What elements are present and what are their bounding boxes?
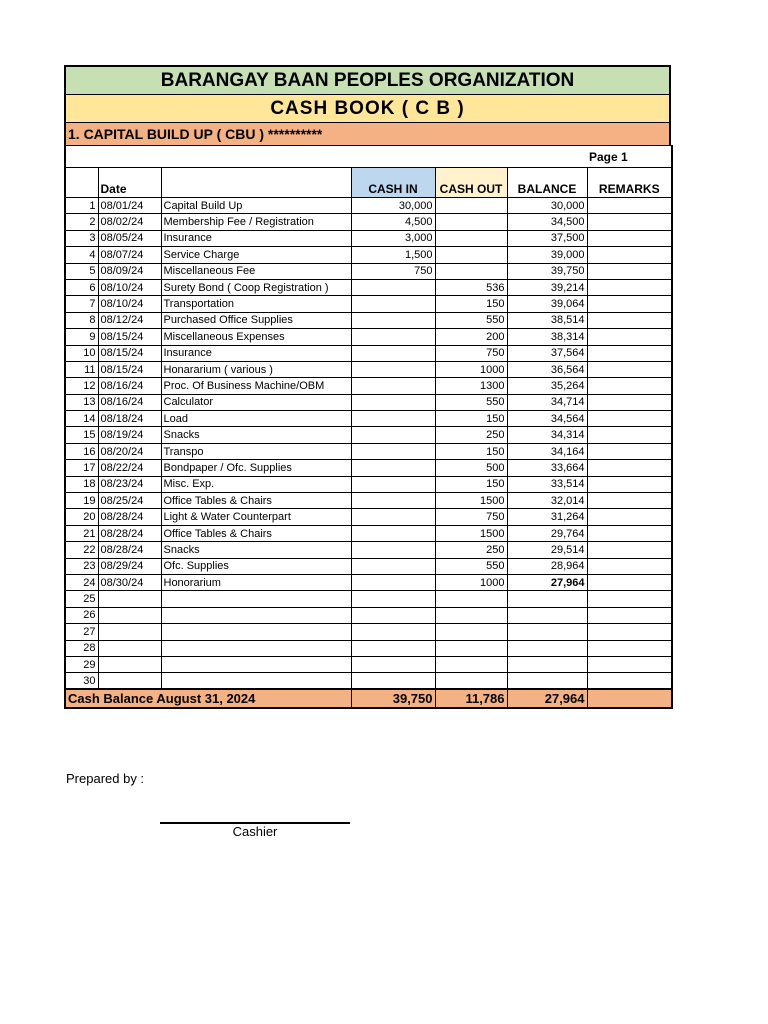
cash-balance-row [65,689,672,708]
row-cash-out [435,591,507,607]
row-remarks [587,247,672,263]
row-remarks [587,214,672,230]
table-row [65,198,672,214]
row-date: 08/16/24 [98,394,161,410]
row-cash-in [351,296,435,312]
row-date: 08/28/24 [98,542,161,558]
row-date: 08/19/24 [98,427,161,443]
row-remarks [587,378,672,394]
row-particulars: Honorarium [161,574,351,590]
row-cash-out [435,673,507,689]
row-cash-out [435,247,507,263]
row-cash-out [435,607,507,623]
row-cash-in [351,460,435,476]
row-remarks [587,525,672,541]
cash-balance-label: Cash Balance August 31, 2024 [65,689,351,708]
page-number: Page 1 [587,146,672,168]
row-cash-in [351,542,435,558]
row-date: 08/05/24 [98,230,161,246]
table-row [65,312,672,328]
column-header-row [65,168,672,198]
table-row [65,591,672,607]
row-balance: 33,664 [507,460,587,476]
row-number: 15 [65,427,98,443]
row-cash-out [435,640,507,656]
table-row [65,476,672,492]
row-remarks [587,591,672,607]
table-row [65,525,672,541]
table-row [65,558,672,574]
table-row [65,378,672,394]
row-number: 19 [65,493,98,509]
row-particulars: Honararium ( various ) [161,361,351,377]
row-date [98,624,161,640]
row-cash-in [351,312,435,328]
row-number: 18 [65,476,98,492]
row-date [98,640,161,656]
row-particulars: Light & Water Counterpart [161,509,351,525]
row-particulars: Office Tables & Chairs [161,493,351,509]
table-row [65,673,672,689]
row-cash-out [435,198,507,214]
row-balance [507,607,587,623]
row-balance: 33,514 [507,476,587,492]
table-row [65,607,672,623]
row-number: 27 [65,624,98,640]
row-cash-out: 536 [435,279,507,295]
table-row [65,624,672,640]
row-number: 1 [65,198,98,214]
row-cash-out: 250 [435,542,507,558]
row-cash-in [351,279,435,295]
row-date: 08/29/24 [98,558,161,574]
row-date: 08/28/24 [98,525,161,541]
row-number: 21 [65,525,98,541]
row-particulars: Snacks [161,542,351,558]
row-cash-out [435,214,507,230]
row-balance: 39,750 [507,263,587,279]
row-remarks [587,624,672,640]
row-cash-out [435,656,507,672]
row-cash-in [351,394,435,410]
row-particulars: Purchased Office Supplies [161,312,351,328]
row-number: 5 [65,263,98,279]
row-balance: 35,264 [507,378,587,394]
row-cash-out: 750 [435,345,507,361]
row-balance [507,673,587,689]
ledger-table [64,145,673,709]
row-number: 23 [65,558,98,574]
row-remarks [587,656,672,672]
row-particulars: Transportation [161,296,351,312]
cashier-label: Cashier [232,824,278,839]
row-balance: 29,764 [507,525,587,541]
row-number: 2 [65,214,98,230]
row-number: 20 [65,509,98,525]
row-date: 08/15/24 [98,329,161,345]
row-remarks [587,263,672,279]
row-remarks [587,345,672,361]
col-balance-header: BALANCE [507,168,587,198]
row-particulars: Miscellaneous Expenses [161,329,351,345]
table-row [65,493,672,509]
organization-title: BARANGAY BAAN PEOPLES ORGANIZATION [64,65,671,94]
row-particulars: Snacks [161,427,351,443]
row-particulars [161,591,351,607]
row-cash-in: 3,000 [351,230,435,246]
book-title: CASH BOOK ( C B ) [64,94,671,122]
row-number: 7 [65,296,98,312]
row-particulars: Surety Bond ( Coop Registration ) [161,279,351,295]
row-balance: 32,014 [507,493,587,509]
row-cash-out: 1000 [435,361,507,377]
row-number: 28 [65,640,98,656]
row-particulars: Proc. Of Business Machine/OBM [161,378,351,394]
row-cash-in [351,493,435,509]
row-date: 08/01/24 [98,198,161,214]
col-date-header: Date [98,168,161,198]
row-balance: 36,564 [507,361,587,377]
row-remarks [587,542,672,558]
table-row [65,361,672,377]
row-cash-out: 1500 [435,493,507,509]
table-row [65,230,672,246]
row-date: 08/18/24 [98,411,161,427]
row-particulars [161,640,351,656]
row-number: 29 [65,656,98,672]
row-cash-out: 1500 [435,525,507,541]
row-number: 3 [65,230,98,246]
row-cash-in [351,378,435,394]
row-cash-in: 4,500 [351,214,435,230]
row-cash-out: 550 [435,394,507,410]
row-cash-in [351,673,435,689]
row-number: 13 [65,394,98,410]
row-particulars [161,607,351,623]
row-particulars: Membership Fee / Registration [161,214,351,230]
row-balance [507,591,587,607]
table-row [65,460,672,476]
col-remarks-header: REMARKS [587,168,672,198]
row-cash-in [351,476,435,492]
row-particulars [161,624,351,640]
row-cash-in [351,574,435,590]
row-remarks [587,427,672,443]
row-cash-out: 750 [435,509,507,525]
row-cash-out [435,263,507,279]
row-cash-in [351,558,435,574]
row-number: 8 [65,312,98,328]
table-row [65,279,672,295]
row-cash-in: 30,000 [351,198,435,214]
row-cash-out [435,230,507,246]
row-remarks [587,493,672,509]
table-row [65,247,672,263]
row-particulars: Office Tables & Chairs [161,525,351,541]
row-number: 16 [65,443,98,459]
row-remarks [587,607,672,623]
row-remarks [587,296,672,312]
row-date: 08/10/24 [98,279,161,295]
row-cash-in: 750 [351,263,435,279]
row-balance: 34,500 [507,214,587,230]
row-number: 10 [65,345,98,361]
table-row [65,394,672,410]
row-particulars: Ofc. Supplies [161,558,351,574]
row-number: 14 [65,411,98,427]
table-row [65,443,672,459]
row-cash-in [351,329,435,345]
row-cash-in [351,509,435,525]
row-cash-out: 150 [435,411,507,427]
row-particulars: Load [161,411,351,427]
row-number: 25 [65,591,98,607]
table-row [65,542,672,558]
row-date [98,656,161,672]
total-cash-out: 11,786 [435,689,507,708]
table-row [65,214,672,230]
row-balance [507,624,587,640]
row-remarks [587,460,672,476]
row-cash-out: 200 [435,329,507,345]
row-balance: 29,514 [507,542,587,558]
row-cash-out: 1000 [435,574,507,590]
row-balance [507,640,587,656]
row-particulars: Service Charge [161,247,351,263]
row-date [98,591,161,607]
row-remarks [587,558,672,574]
row-balance: 38,314 [507,329,587,345]
row-remarks [587,509,672,525]
row-date [98,607,161,623]
row-remarks [587,640,672,656]
row-remarks [587,673,672,689]
row-balance: 27,964 [507,574,587,590]
row-number: 17 [65,460,98,476]
row-cash-in [351,361,435,377]
row-number: 9 [65,329,98,345]
row-balance: 39,000 [507,247,587,263]
row-remarks [587,361,672,377]
table-row [65,296,672,312]
row-date: 08/07/24 [98,247,161,263]
row-cash-in [351,525,435,541]
row-date: 08/30/24 [98,574,161,590]
total-cash-in: 39,750 [351,689,435,708]
row-date: 08/28/24 [98,509,161,525]
row-balance: 39,214 [507,279,587,295]
row-remarks [587,476,672,492]
row-particulars: Insurance [161,345,351,361]
row-date: 08/16/24 [98,378,161,394]
row-date: 08/15/24 [98,345,161,361]
row-date: 08/10/24 [98,296,161,312]
row-particulars: Capital Build Up [161,198,351,214]
row-particulars: Insurance [161,230,351,246]
row-number: 11 [65,361,98,377]
row-cash-in [351,607,435,623]
prepared-by-label: Prepared by : [66,771,145,786]
row-remarks [587,312,672,328]
row-balance: 28,964 [507,558,587,574]
row-number: 6 [65,279,98,295]
row-remarks [587,329,672,345]
row-balance: 39,064 [507,296,587,312]
row-cash-out: 500 [435,460,507,476]
row-number: 12 [65,378,98,394]
row-balance: 30,000 [507,198,587,214]
row-balance: 34,564 [507,411,587,427]
row-date: 08/15/24 [98,361,161,377]
row-balance: 31,264 [507,509,587,525]
row-cash-in [351,656,435,672]
row-cash-out: 150 [435,296,507,312]
table-row [65,329,672,345]
row-date: 08/20/24 [98,443,161,459]
row-remarks [587,279,672,295]
row-balance: 34,314 [507,427,587,443]
table-row [65,574,672,590]
row-cash-out [435,624,507,640]
row-number: 24 [65,574,98,590]
table-row [65,411,672,427]
row-particulars: Bondpaper / Ofc. Supplies [161,460,351,476]
row-remarks [587,443,672,459]
row-cash-out: 550 [435,558,507,574]
row-particulars [161,673,351,689]
row-balance: 37,564 [507,345,587,361]
page-row [65,146,672,168]
row-date: 08/02/24 [98,214,161,230]
row-cash-in [351,427,435,443]
row-balance [507,656,587,672]
total-remarks [587,689,672,708]
row-particulars [161,656,351,672]
row-remarks [587,230,672,246]
row-balance: 38,514 [507,312,587,328]
row-particulars: Misc. Exp. [161,476,351,492]
row-cash-in [351,640,435,656]
row-particulars: Calculator [161,394,351,410]
row-balance: 34,714 [507,394,587,410]
table-row [65,427,672,443]
row-cash-out: 1300 [435,378,507,394]
section-title: 1. CAPITAL BUILD UP ( CBU ) ********** [64,122,671,145]
row-cash-in [351,624,435,640]
col-no-header [65,168,98,198]
row-balance: 37,500 [507,230,587,246]
row-cash-out: 550 [435,312,507,328]
row-date: 08/25/24 [98,493,161,509]
row-cash-in [351,345,435,361]
row-remarks [587,574,672,590]
row-particulars: Miscellaneous Fee [161,263,351,279]
table-row [65,640,672,656]
row-cash-in [351,443,435,459]
row-remarks [587,411,672,427]
row-remarks [587,394,672,410]
table-row [65,263,672,279]
row-cash-in [351,591,435,607]
row-cash-in: 1,500 [351,247,435,263]
cash-book-sheet [64,65,671,709]
row-number: 30 [65,673,98,689]
col-particulars-header [161,168,351,198]
row-date: 08/12/24 [98,312,161,328]
row-date: 08/09/24 [98,263,161,279]
row-date: 08/23/24 [98,476,161,492]
row-particulars: Transpo [161,443,351,459]
row-remarks [587,198,672,214]
row-cash-out: 150 [435,476,507,492]
row-cash-out: 250 [435,427,507,443]
row-cash-in [351,411,435,427]
table-row [65,656,672,672]
table-row [65,345,672,361]
row-number: 22 [65,542,98,558]
row-date: 08/22/24 [98,460,161,476]
row-cash-out: 150 [435,443,507,459]
row-balance: 34,164 [507,443,587,459]
row-number: 4 [65,247,98,263]
table-row [65,509,672,525]
row-number: 26 [65,607,98,623]
total-balance: 27,964 [507,689,587,708]
row-date [98,673,161,689]
col-cash-in-header: CASH IN [351,168,435,198]
col-cash-out-header: CASH OUT [435,168,507,198]
